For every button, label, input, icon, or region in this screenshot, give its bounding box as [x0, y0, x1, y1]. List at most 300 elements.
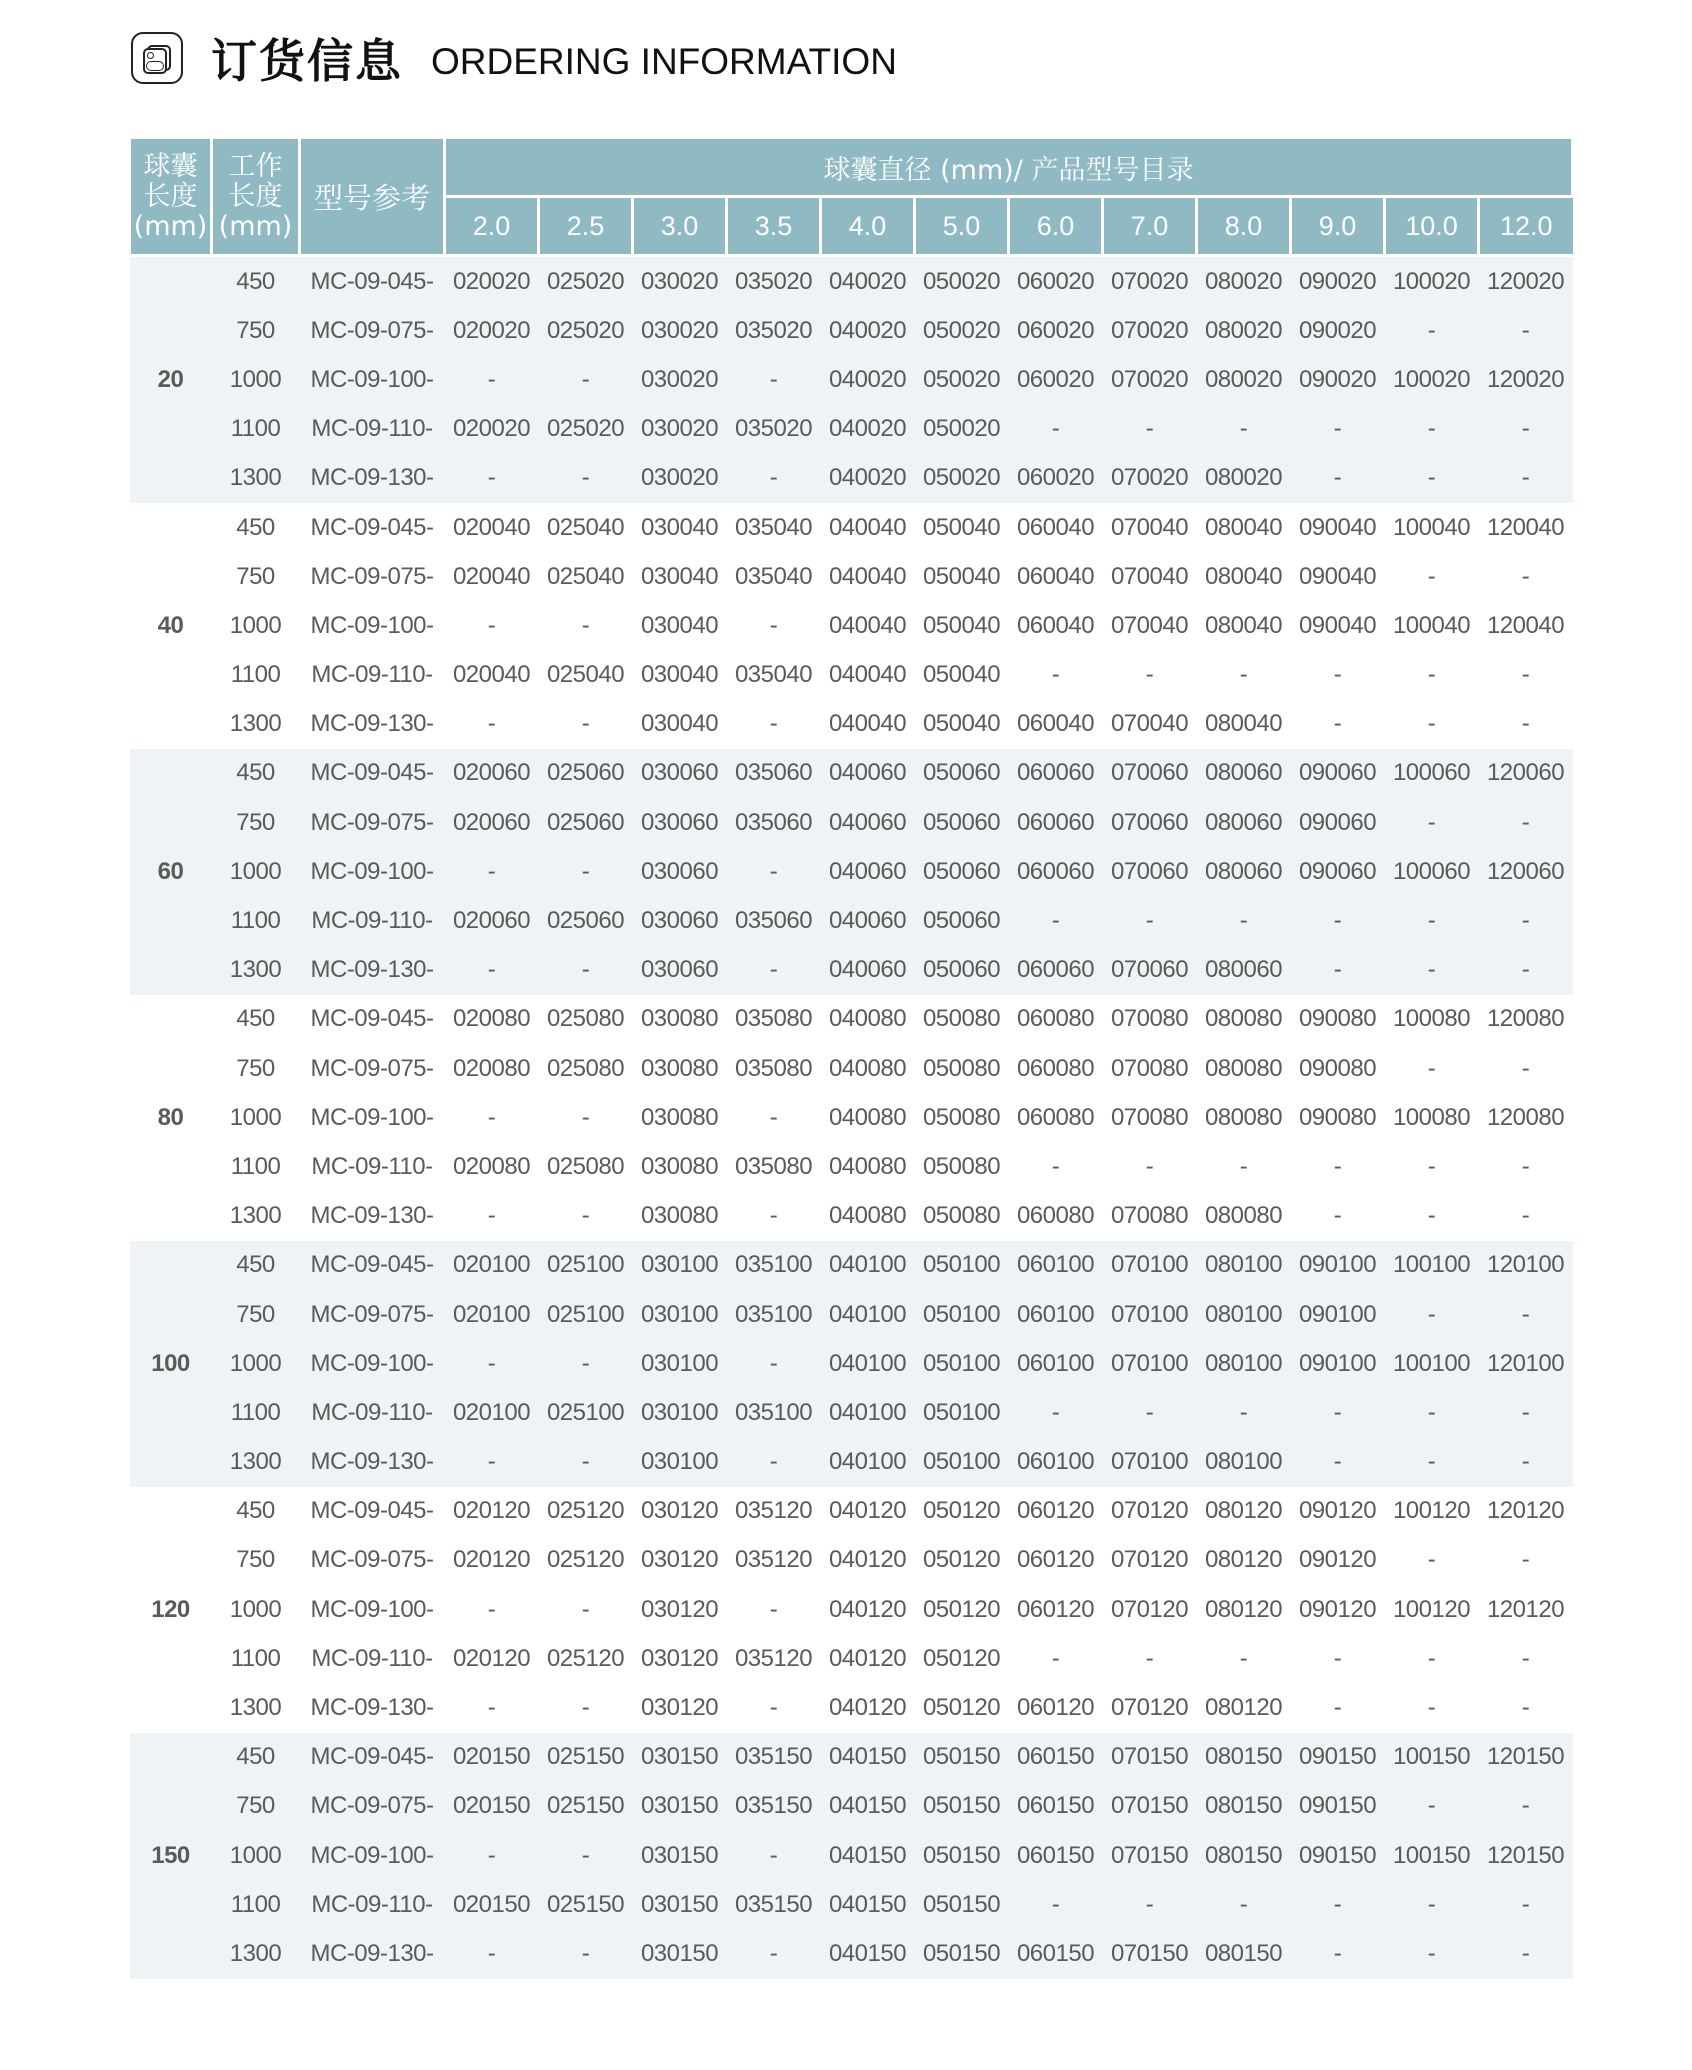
product-code-cell: 025120: [546, 1546, 625, 1574]
product-code-cell: 060100: [1009, 1438, 1103, 1487]
product-code-cell: 090060: [1291, 798, 1385, 847]
product-code-cell: 070040: [1110, 710, 1189, 738]
product-code-cell: -: [581, 1202, 590, 1230]
product-code-cell: 020080: [452, 1054, 531, 1082]
working-length-cell: 1000: [212, 1339, 300, 1388]
header-line: 工作: [228, 150, 283, 182]
product-code-cell: 020150: [445, 1880, 539, 1929]
product-code-cell: 030040: [640, 611, 719, 639]
product-code-cell: 020150: [445, 1733, 539, 1782]
product-code-cell: 050150: [915, 1831, 1009, 1880]
product-code-cell: -: [1479, 1782, 1573, 1831]
product-code-cell: 025040: [546, 562, 625, 590]
product-code-cell: -: [1291, 1880, 1385, 1929]
product-code-cell: 035100: [727, 1241, 821, 1290]
working-length-cell: 750: [212, 306, 300, 355]
product-code-cell: 030020: [633, 454, 727, 503]
table-row: [130, 995, 1573, 1044]
product-code-cell: 035040: [734, 562, 813, 590]
product-code-cell: 020060: [445, 896, 539, 945]
product-code-cell: 040150: [821, 1782, 915, 1831]
balloon-length-cell: 100: [130, 1241, 212, 1487]
model-prefix-cell: MC-09-110-: [311, 1152, 433, 1180]
product-code-cell: 060150: [1009, 1929, 1103, 1978]
product-code-cell: 060120: [1016, 1694, 1095, 1722]
product-code-cell: -: [1103, 1388, 1197, 1437]
product-code-cell: -: [487, 1694, 496, 1722]
product-code-cell: 040040: [828, 710, 907, 738]
product-code-cell: 025040: [546, 661, 625, 689]
product-code-cell: 100150: [1385, 1733, 1479, 1782]
product-code-cell: 050100: [915, 1241, 1009, 1290]
product-code-cell: -: [581, 710, 590, 738]
product-code-cell: 030020: [633, 306, 727, 355]
product-code-cell: 020080: [452, 1152, 531, 1180]
product-code-cell: -: [1521, 1694, 1530, 1722]
product-code-cell: 025120: [546, 1497, 625, 1525]
product-code-cell: 040060: [821, 749, 915, 798]
product-code-cell: 025100: [539, 1290, 633, 1339]
product-code-cell: 030150: [633, 1831, 727, 1880]
product-code-cell: -: [445, 1929, 539, 1978]
product-code-cell: 025020: [539, 405, 633, 454]
working-length-cell: 450: [212, 256, 300, 307]
table-row: [130, 798, 1573, 847]
product-code-cell: 100100: [1385, 1241, 1479, 1290]
product-code-cell: -: [1333, 661, 1342, 689]
product-code-cell: 040080: [828, 1152, 907, 1180]
product-code-cell: 035080: [734, 1005, 813, 1033]
product-code-cell: -: [1385, 1782, 1479, 1831]
header-diameter: 2.5: [539, 197, 633, 256]
product-code-cell: 060150: [1009, 1733, 1103, 1782]
product-code-cell: 025020: [539, 256, 633, 307]
table-row: [130, 1339, 1573, 1388]
product-code-cell: 090120: [1298, 1595, 1377, 1623]
product-code-cell: 090100: [1291, 1339, 1385, 1388]
product-code-cell: 070060: [1103, 946, 1197, 995]
product-code-cell: -: [1479, 1290, 1573, 1339]
table-row: [130, 1093, 1573, 1142]
product-code-cell: 090020: [1291, 256, 1385, 307]
product-code-cell: 070120: [1110, 1694, 1189, 1722]
product-code-cell: 040150: [821, 1733, 915, 1782]
product-code-cell: -: [1291, 946, 1385, 995]
product-code-cell: 040120: [828, 1694, 907, 1722]
product-code-cell: -: [445, 946, 539, 995]
product-code-cell: 080100: [1197, 1241, 1291, 1290]
product-code-cell: 050060: [915, 847, 1009, 896]
product-code-cell: 050100: [915, 1438, 1009, 1487]
balloon-length-cell: 20: [130, 256, 212, 503]
title-chinese: 订货信息: [211, 34, 403, 88]
product-code-cell: -: [539, 1831, 633, 1880]
product-code-cell: -: [1239, 1152, 1248, 1180]
table-row: [130, 1733, 1573, 1782]
model-prefix-cell: MC-09-130-: [310, 1202, 434, 1230]
product-code-cell: 080040: [1204, 562, 1283, 590]
product-code-cell: 060080: [1016, 1103, 1095, 1131]
product-code-cell: 040100: [821, 1339, 915, 1388]
product-code-cell: 080060: [1197, 798, 1291, 847]
product-code-cell: 035020: [727, 405, 821, 454]
model-prefix-cell: MC-09-130-: [300, 454, 445, 503]
product-code-cell: -: [539, 1929, 633, 1978]
product-code-cell: 035120: [734, 1497, 813, 1525]
table-row: [130, 1487, 1573, 1536]
product-code-cell: 070020: [1103, 454, 1197, 503]
product-code-cell: 030020: [633, 355, 727, 404]
product-code-cell: -: [1427, 1644, 1436, 1672]
product-code-cell: 060020: [1009, 454, 1103, 503]
product-code-cell: 040100: [821, 1388, 915, 1437]
product-code-cell: 020020: [445, 256, 539, 307]
working-length-cell: 1000: [212, 847, 300, 896]
product-code-cell: -: [727, 1339, 821, 1388]
product-code-cell: 070120: [1110, 1595, 1189, 1623]
product-code-cell: 090080: [1298, 1005, 1377, 1033]
product-code-cell: 060150: [1009, 1831, 1103, 1880]
product-code-cell: -: [1479, 798, 1573, 847]
product-code-cell: -: [1009, 1880, 1103, 1929]
product-code-cell: 060060: [1009, 749, 1103, 798]
product-code-cell: -: [1291, 1929, 1385, 1978]
product-code-cell: -: [1009, 1388, 1103, 1437]
product-code-cell: -: [487, 1202, 496, 1230]
product-code-cell: 040060: [821, 946, 915, 995]
product-code-cell: 050120: [922, 1694, 1001, 1722]
product-code-cell: -: [539, 1438, 633, 1487]
table-row: [130, 749, 1573, 798]
product-code-cell: 090150: [1291, 1733, 1385, 1782]
product-code-cell: 040080: [828, 1103, 907, 1131]
working-length-cell: 750: [236, 1546, 275, 1574]
product-code-cell: 070020: [1103, 256, 1197, 307]
product-code-cell: 060120: [1016, 1595, 1095, 1623]
product-code-cell: 060020: [1009, 256, 1103, 307]
product-code-cell: 020020: [445, 306, 539, 355]
ordering-table: [128, 139, 1574, 1979]
product-code-cell: -: [1521, 661, 1530, 689]
product-code-cell: 050100: [915, 1339, 1009, 1388]
model-prefix-cell: MC-09-130-: [310, 710, 434, 738]
product-code-cell: 030120: [640, 1497, 719, 1525]
product-code-cell: 050080: [922, 1202, 1001, 1230]
working-length-cell: 1300: [212, 1438, 300, 1487]
table-row: [130, 1585, 1573, 1634]
working-length-cell: 1100: [212, 896, 300, 945]
product-code-cell: 035150: [727, 1880, 821, 1929]
model-prefix-cell: MC-09-100-: [310, 611, 434, 639]
product-code-cell: -: [539, 454, 633, 503]
product-code-cell: 025020: [539, 306, 633, 355]
product-code-cell: 050020: [915, 256, 1009, 307]
product-code-cell: -: [487, 1595, 496, 1623]
product-code-cell: 070040: [1110, 513, 1189, 541]
product-code-cell: 070060: [1103, 847, 1197, 896]
product-code-cell: 050120: [922, 1546, 1001, 1574]
product-code-cell: 070100: [1103, 1241, 1197, 1290]
balloon-length-cell: 150: [130, 1733, 212, 1979]
working-length-cell: 1100: [212, 405, 300, 454]
model-prefix-cell: MC-09-100-: [300, 1339, 445, 1388]
product-code-cell: 025150: [539, 1733, 633, 1782]
table-row: [130, 946, 1573, 995]
product-code-cell: -: [1291, 405, 1385, 454]
product-code-cell: 030060: [633, 896, 727, 945]
model-prefix-cell: MC-09-075-: [310, 562, 434, 590]
header-diameter: 6.0: [1009, 197, 1103, 256]
product-code-cell: -: [1103, 1880, 1197, 1929]
model-prefix-cell: MC-09-110-: [300, 896, 445, 945]
product-code-cell: 120080: [1486, 1005, 1565, 1033]
model-prefix-cell: MC-09-130-: [310, 1694, 434, 1722]
product-code-cell: 080120: [1204, 1595, 1283, 1623]
product-code-cell: 060060: [1009, 946, 1103, 995]
product-code-cell: 100150: [1385, 1831, 1479, 1880]
working-length-cell: 1100: [212, 1388, 300, 1437]
product-code-cell: 120100: [1479, 1339, 1573, 1388]
working-length-cell: 1100: [212, 1880, 300, 1929]
table-body: [130, 256, 1573, 1979]
product-code-cell: 080100: [1197, 1339, 1291, 1388]
product-code-cell: -: [1479, 1438, 1573, 1487]
header-diameter: 4.0: [821, 197, 915, 256]
product-code-cell: 090060: [1291, 847, 1385, 896]
product-code-cell: -: [1427, 1546, 1436, 1574]
product-code-cell: 080040: [1204, 710, 1283, 738]
product-code-cell: 060080: [1016, 1202, 1095, 1230]
product-code-cell: -: [1385, 1880, 1479, 1929]
product-code-cell: 040040: [828, 611, 907, 639]
product-code-cell: 070150: [1103, 1782, 1197, 1831]
product-code-cell: -: [1521, 1546, 1530, 1574]
product-code-cell: 080060: [1197, 946, 1291, 995]
product-code-cell: 090020: [1291, 355, 1385, 404]
product-code-cell: 040080: [828, 1202, 907, 1230]
product-code-cell: 100020: [1385, 355, 1479, 404]
product-code-cell: -: [1145, 1644, 1154, 1672]
product-code-cell: 030080: [640, 1005, 719, 1033]
product-code-cell: 050100: [915, 1290, 1009, 1339]
product-code-cell: 080020: [1197, 306, 1291, 355]
header-diameter-catalog: 球囊直径 (mm)/ 产品型号目录: [445, 139, 1573, 197]
product-code-cell: 070080: [1110, 1054, 1189, 1082]
product-code-cell: 060150: [1009, 1782, 1103, 1831]
product-code-cell: 030040: [640, 562, 719, 590]
product-code-cell: 035060: [727, 896, 821, 945]
product-code-cell: 120080: [1486, 1103, 1565, 1131]
product-code-cell: 120060: [1479, 847, 1573, 896]
product-code-cell: 030080: [640, 1152, 719, 1180]
header-diameter: 7.0: [1103, 197, 1197, 256]
product-code-cell: 050100: [915, 1388, 1009, 1437]
product-code-cell: 100040: [1392, 611, 1471, 639]
product-code-cell: 070080: [1110, 1202, 1189, 1230]
product-code-cell: 035080: [734, 1152, 813, 1180]
table-row: [130, 1634, 1573, 1683]
product-code-cell: 100120: [1392, 1497, 1471, 1525]
model-prefix-cell: MC-09-100-: [310, 1595, 434, 1623]
table-row: [130, 1192, 1573, 1241]
model-prefix-cell: MC-09-130-: [300, 1929, 445, 1978]
product-code-cell: 030020: [633, 405, 727, 454]
product-code-cell: -: [539, 1339, 633, 1388]
table-row: [130, 552, 1573, 601]
table-row: [130, 1438, 1573, 1487]
header-balloon-length: [130, 139, 212, 256]
balloon-length-cell: 40: [157, 611, 184, 639]
product-code-cell: 050150: [915, 1733, 1009, 1782]
product-code-cell: -: [1009, 896, 1103, 945]
product-code-cell: -: [1427, 661, 1436, 689]
product-code-cell: -: [1385, 1388, 1479, 1437]
product-code-cell: 035040: [734, 513, 813, 541]
product-code-cell: 090020: [1291, 306, 1385, 355]
product-code-cell: -: [727, 847, 821, 896]
product-code-cell: -: [1291, 1388, 1385, 1437]
model-prefix-cell: MC-09-075-: [310, 1546, 434, 1574]
product-code-cell: 080080: [1204, 1103, 1283, 1131]
product-code-cell: 040080: [828, 1005, 907, 1033]
product-code-cell: 090150: [1291, 1831, 1385, 1880]
product-code-cell: 030040: [640, 710, 719, 738]
product-code-cell: 080150: [1197, 1831, 1291, 1880]
product-code-cell: 040120: [828, 1497, 907, 1525]
working-length-cell: 1000: [229, 1103, 282, 1131]
product-code-cell: 070100: [1103, 1339, 1197, 1388]
product-code-cell: 080150: [1197, 1782, 1291, 1831]
product-code-cell: 060100: [1009, 1241, 1103, 1290]
product-code-cell: 070060: [1103, 749, 1197, 798]
product-code-cell: 035120: [734, 1546, 813, 1574]
product-code-cell: 035020: [727, 306, 821, 355]
model-prefix-cell: MC-09-110-: [300, 1388, 445, 1437]
product-code-cell: -: [1427, 562, 1436, 590]
product-code-cell: 050080: [922, 1005, 1001, 1033]
product-code-cell: 020020: [445, 405, 539, 454]
product-code-cell: -: [1479, 1388, 1573, 1437]
product-code-cell: -: [581, 1103, 590, 1131]
product-code-cell: 040020: [821, 454, 915, 503]
table-row: [130, 503, 1573, 552]
product-code-cell: -: [1427, 1202, 1436, 1230]
product-code-cell: -: [1385, 946, 1479, 995]
header-diameter: 5.0: [915, 197, 1009, 256]
working-length-cell: 1000: [229, 611, 282, 639]
product-code-cell: -: [1479, 1929, 1573, 1978]
product-code-cell: 050040: [922, 562, 1001, 590]
product-code-cell: 030120: [640, 1694, 719, 1722]
product-code-cell: 070080: [1110, 1005, 1189, 1033]
working-length-cell: 1300: [212, 946, 300, 995]
model-prefix-cell: MC-09-045-: [300, 749, 445, 798]
product-code-cell: 040020: [821, 256, 915, 307]
model-prefix-cell: MC-09-110-: [300, 405, 445, 454]
product-code-cell: 025150: [539, 1782, 633, 1831]
product-code-cell: -: [539, 946, 633, 995]
product-code-cell: 025100: [539, 1241, 633, 1290]
table-row: [130, 1880, 1573, 1929]
product-code-cell: -: [769, 1202, 778, 1230]
product-code-cell: 030060: [633, 847, 727, 896]
header-line: 长度: [228, 180, 283, 212]
product-code-cell: 025080: [546, 1005, 625, 1033]
model-prefix-cell: MC-09-045-: [300, 256, 445, 307]
product-code-cell: 020100: [445, 1388, 539, 1437]
product-code-cell: 040120: [828, 1644, 907, 1672]
product-code-cell: 050150: [915, 1782, 1009, 1831]
product-code-cell: -: [1385, 1290, 1479, 1339]
product-code-cell: 050120: [922, 1497, 1001, 1525]
product-code-cell: 030100: [633, 1388, 727, 1437]
working-length-cell: 1300: [229, 1694, 282, 1722]
product-code-cell: 050040: [922, 661, 1001, 689]
product-code-cell: 050060: [915, 749, 1009, 798]
product-code-cell: 080080: [1204, 1054, 1283, 1082]
product-code-cell: 030120: [640, 1644, 719, 1672]
table-row: [130, 256, 1573, 307]
product-code-cell: 040120: [828, 1546, 907, 1574]
product-code-cell: 120150: [1479, 1831, 1573, 1880]
table-row: [130, 454, 1573, 503]
table-row: [130, 1683, 1573, 1732]
product-code-cell: -: [1385, 306, 1479, 355]
product-code-cell: -: [769, 1103, 778, 1131]
product-code-cell: 030150: [633, 1733, 727, 1782]
product-code-cell: 090120: [1298, 1497, 1377, 1525]
product-code-cell: 020060: [445, 749, 539, 798]
product-code-cell: 030100: [633, 1438, 727, 1487]
product-code-cell: -: [727, 946, 821, 995]
product-code-cell: -: [1333, 1152, 1342, 1180]
product-code-cell: 050060: [915, 946, 1009, 995]
table-row: [130, 1782, 1573, 1831]
product-code-cell: -: [1385, 1438, 1479, 1487]
product-code-cell: -: [1103, 405, 1197, 454]
product-code-cell: 040100: [821, 1241, 915, 1290]
header-diameter: 9.0: [1291, 197, 1385, 256]
product-code-cell: -: [727, 454, 821, 503]
header-line: (mm): [218, 210, 293, 242]
product-code-cell: 025060: [539, 749, 633, 798]
model-prefix-cell: MC-09-075-: [300, 1782, 445, 1831]
product-code-cell: 050060: [915, 896, 1009, 945]
product-code-cell: 035150: [727, 1782, 821, 1831]
product-code-cell: 025080: [546, 1152, 625, 1180]
product-code-cell: 060040: [1016, 611, 1095, 639]
product-code-cell: -: [1479, 896, 1573, 945]
product-code-cell: 040040: [828, 562, 907, 590]
product-code-cell: 070040: [1110, 562, 1189, 590]
product-code-cell: 070060: [1103, 798, 1197, 847]
product-code-cell: 080120: [1204, 1497, 1283, 1525]
product-code-cell: 050150: [915, 1880, 1009, 1929]
product-code-cell: 060040: [1016, 513, 1095, 541]
product-code-cell: -: [487, 710, 496, 738]
model-prefix-cell: MC-09-110-: [300, 1880, 445, 1929]
model-prefix-cell: MC-09-100-: [310, 1103, 434, 1131]
product-code-cell: -: [1385, 896, 1479, 945]
product-code-cell: 090080: [1298, 1054, 1377, 1082]
product-code-cell: 035020: [727, 256, 821, 307]
product-code-cell: -: [1521, 710, 1530, 738]
model-prefix-cell: MC-09-045-: [310, 1497, 434, 1525]
product-code-cell: 100040: [1392, 513, 1471, 541]
product-code-cell: 060060: [1009, 847, 1103, 896]
header-diameter: 10.0: [1385, 197, 1479, 256]
product-code-cell: 080150: [1197, 1929, 1291, 1978]
